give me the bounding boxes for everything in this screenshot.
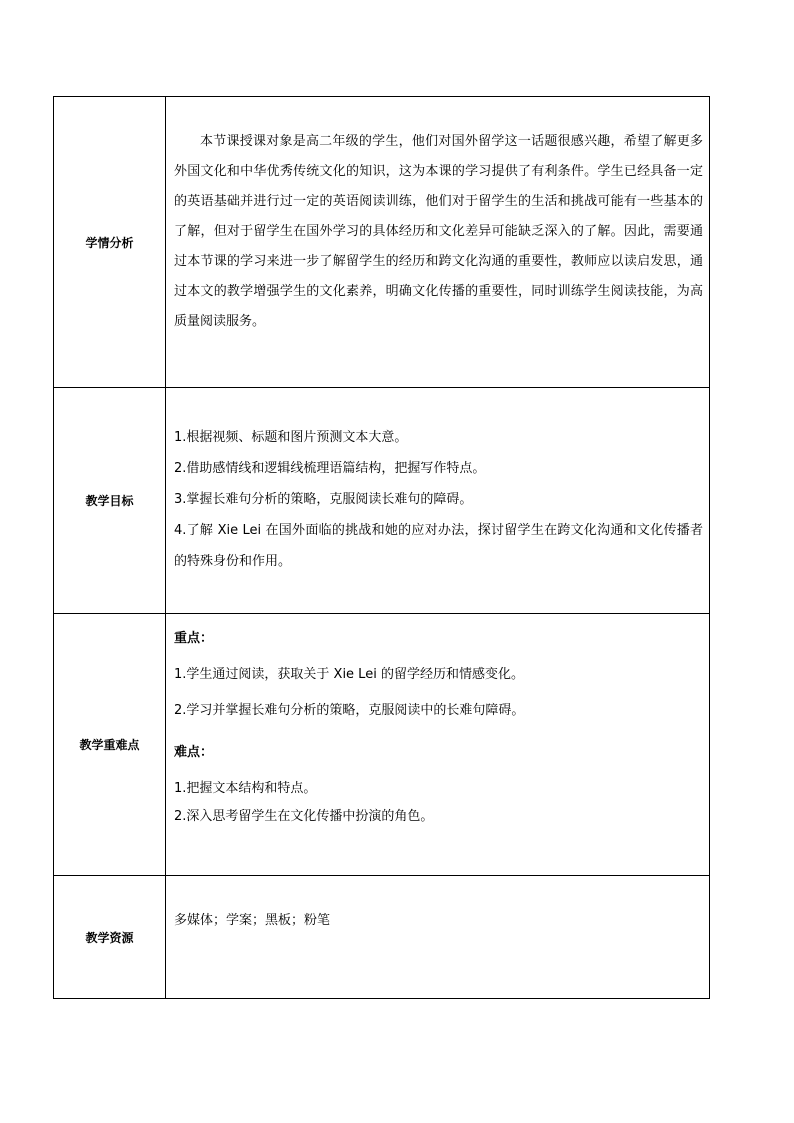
table-row-teaching-goals [54,388,710,614]
teaching-resources-text: 多媒体；学案；黑板；粉笔 [174,913,331,928]
table-row-key-difficult-points [54,614,710,876]
key-point-item-2: 2.学习并掌握长难句分析的策略，克服阅读中的长难句障碍。 [174,703,525,718]
student-analysis-content [166,97,710,388]
teaching-goals-content [166,388,710,614]
difficult-points-heading: 难点： [174,745,214,760]
teaching-goal-item-1: 1.根据视频、标题和图片预测文本大意。 [174,430,408,445]
row-label-student-analysis: 学情分析 [54,97,166,388]
difficult-point-item-1: 1.把握文本结构和特点。 [174,781,317,796]
table-row-student-analysis [54,97,710,388]
teaching-resources-content [166,876,710,999]
row-label-teaching-goals: 教学目标 [54,388,166,614]
row-label-key-difficult-points: 教学重难点 [54,614,166,876]
teaching-goal-item-3: 3.掌握长难句分析的策略，克服阅读长难句的障碍。 [174,492,473,507]
row-label-teaching-resources: 教学资源 [54,876,166,999]
student-analysis-paragraph: 本节课授课对象是高二年级的学生，他们对国外留学这一话题很感兴趣，希望了解更多外国文化和中华优秀传统文化的知识，这为本课的学习提供了有利条件。学生已经具备一定的英语基础并进行过一定的英语阅读训练，他们对于留学生的生活和挑战可能有一些基本的了解，但对于留学生在国外学习的具体经历和文化差异可能缺乏深入的了解。因此，需要通过本节课的学习来进一步了解留学生的经历和跨文化沟通的重要性，教师应以读启发思，通过本文的教学增强学生的文化素养，明确文化传播的重要性，同时训练学生阅读技能，为高质量阅读服务。 [174,134,703,329]
teaching-goals-list [174,388,703,577]
key-points-heading: 重点： [174,631,214,646]
teaching-goal-item-2: 2.借助感情线和逻辑线梳理语篇结构，把握写作特点。 [174,461,486,476]
key-difficult-points-block [174,614,703,828]
teaching-goal-item-4: 4.了解 Xie Lei 在国外面临的挑战和她的应对办法，探讨留学生在跨文化沟通和文化传播者的特殊身份和作用。 [174,523,703,569]
difficult-point-item-2: 2.深入思考留学生在文化传播中扮演的角色。 [174,809,434,824]
table-row-teaching-resources [54,876,710,999]
key-point-item-1: 1.学生通过阅读，获取关于 Xie Lei 的留学经历和情感变化。 [174,667,524,682]
key-difficult-points-content [166,614,710,876]
lesson-plan-table [53,96,710,999]
